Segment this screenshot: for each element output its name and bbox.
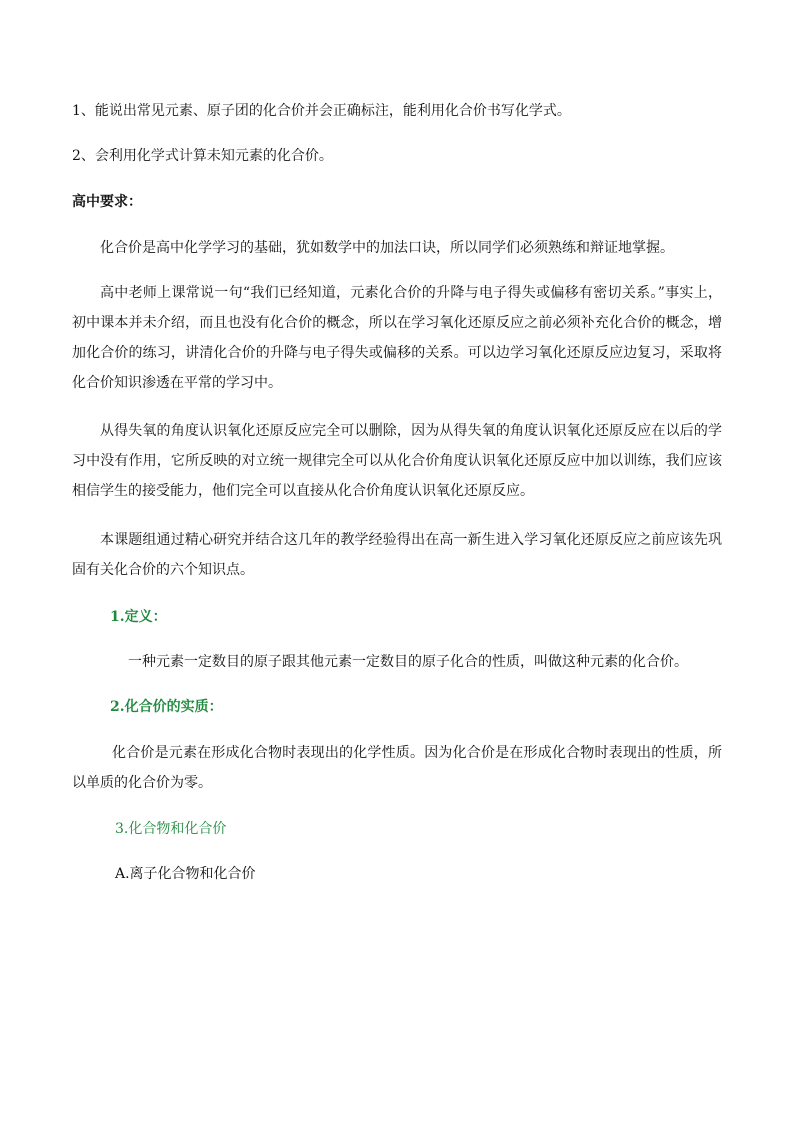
objective-item-2: 2、会利用化学式计算未知元素的化合价。 bbox=[72, 148, 333, 164]
kp-2-heading: 2.化合价的实质： bbox=[110, 699, 223, 715]
section-heading: 高中要求： bbox=[72, 194, 142, 210]
kp-1-heading: 1.定义： bbox=[110, 609, 167, 625]
kp-3-heading: 3.化合物和化合价 bbox=[115, 821, 227, 837]
paragraph-intro: 化合价是高中化学学习的基础，犹如数学中的加法口诀，所以同学们必须熟练和辩证地掌握。 bbox=[100, 240, 674, 256]
kp-3-subheading: A.离子化合物和化合价 bbox=[115, 866, 256, 882]
kp-1-body: 一种元素一定数目的原子跟其他元素一定数目的原子化合的性质，叫做这种元素的化合价。 bbox=[128, 654, 688, 670]
kp-2-body: 化合价是元素在形成化合物时表现出的化学性质。因为化合价是在形成化合物时表现出的性质，所以单质的化合价为零。 bbox=[72, 745, 722, 791]
paragraph-teacher-quote: 高中老师上课常说一句“我们已经知道，元素化合价的升降与电子得失或偏移有密切关系。”事实上，初中课本并未介绍，而且也没有化合价的概念，所以在学习氧化还原反应之前必须补充化合价的概念，增加化合价的练习，讲清化合价的升降与电子得失或偏移的关系。可以边学习氧化还原反应边复习，采取将化合价知识渗透在平常的学习中。 bbox=[72, 285, 722, 391]
paragraph-research: 本课题组通过精心研究并结合这几年的教学经验得出在高一新生进入学习氧化还原反应之前应该先巩固有关化合价的六个知识点。 bbox=[72, 532, 722, 578]
paragraph-oxygen: 从得失氧的角度认识氧化还原反应完全可以删除，因为从得失氧的角度认识氧化还原反应在以后的学习中没有作用，它所反映的对立统一规律完全可以从化合价角度认识氧化还原反应中加以训练，我们应该相信学生的接受能力，他们完全可以直接从化合价角度认识氧化还原反应。 bbox=[72, 423, 722, 499]
objective-item-1: 1、能说出常见元素、原子团的化合价并会正确标注，能利用化合价书写化学式。 bbox=[72, 103, 571, 119]
